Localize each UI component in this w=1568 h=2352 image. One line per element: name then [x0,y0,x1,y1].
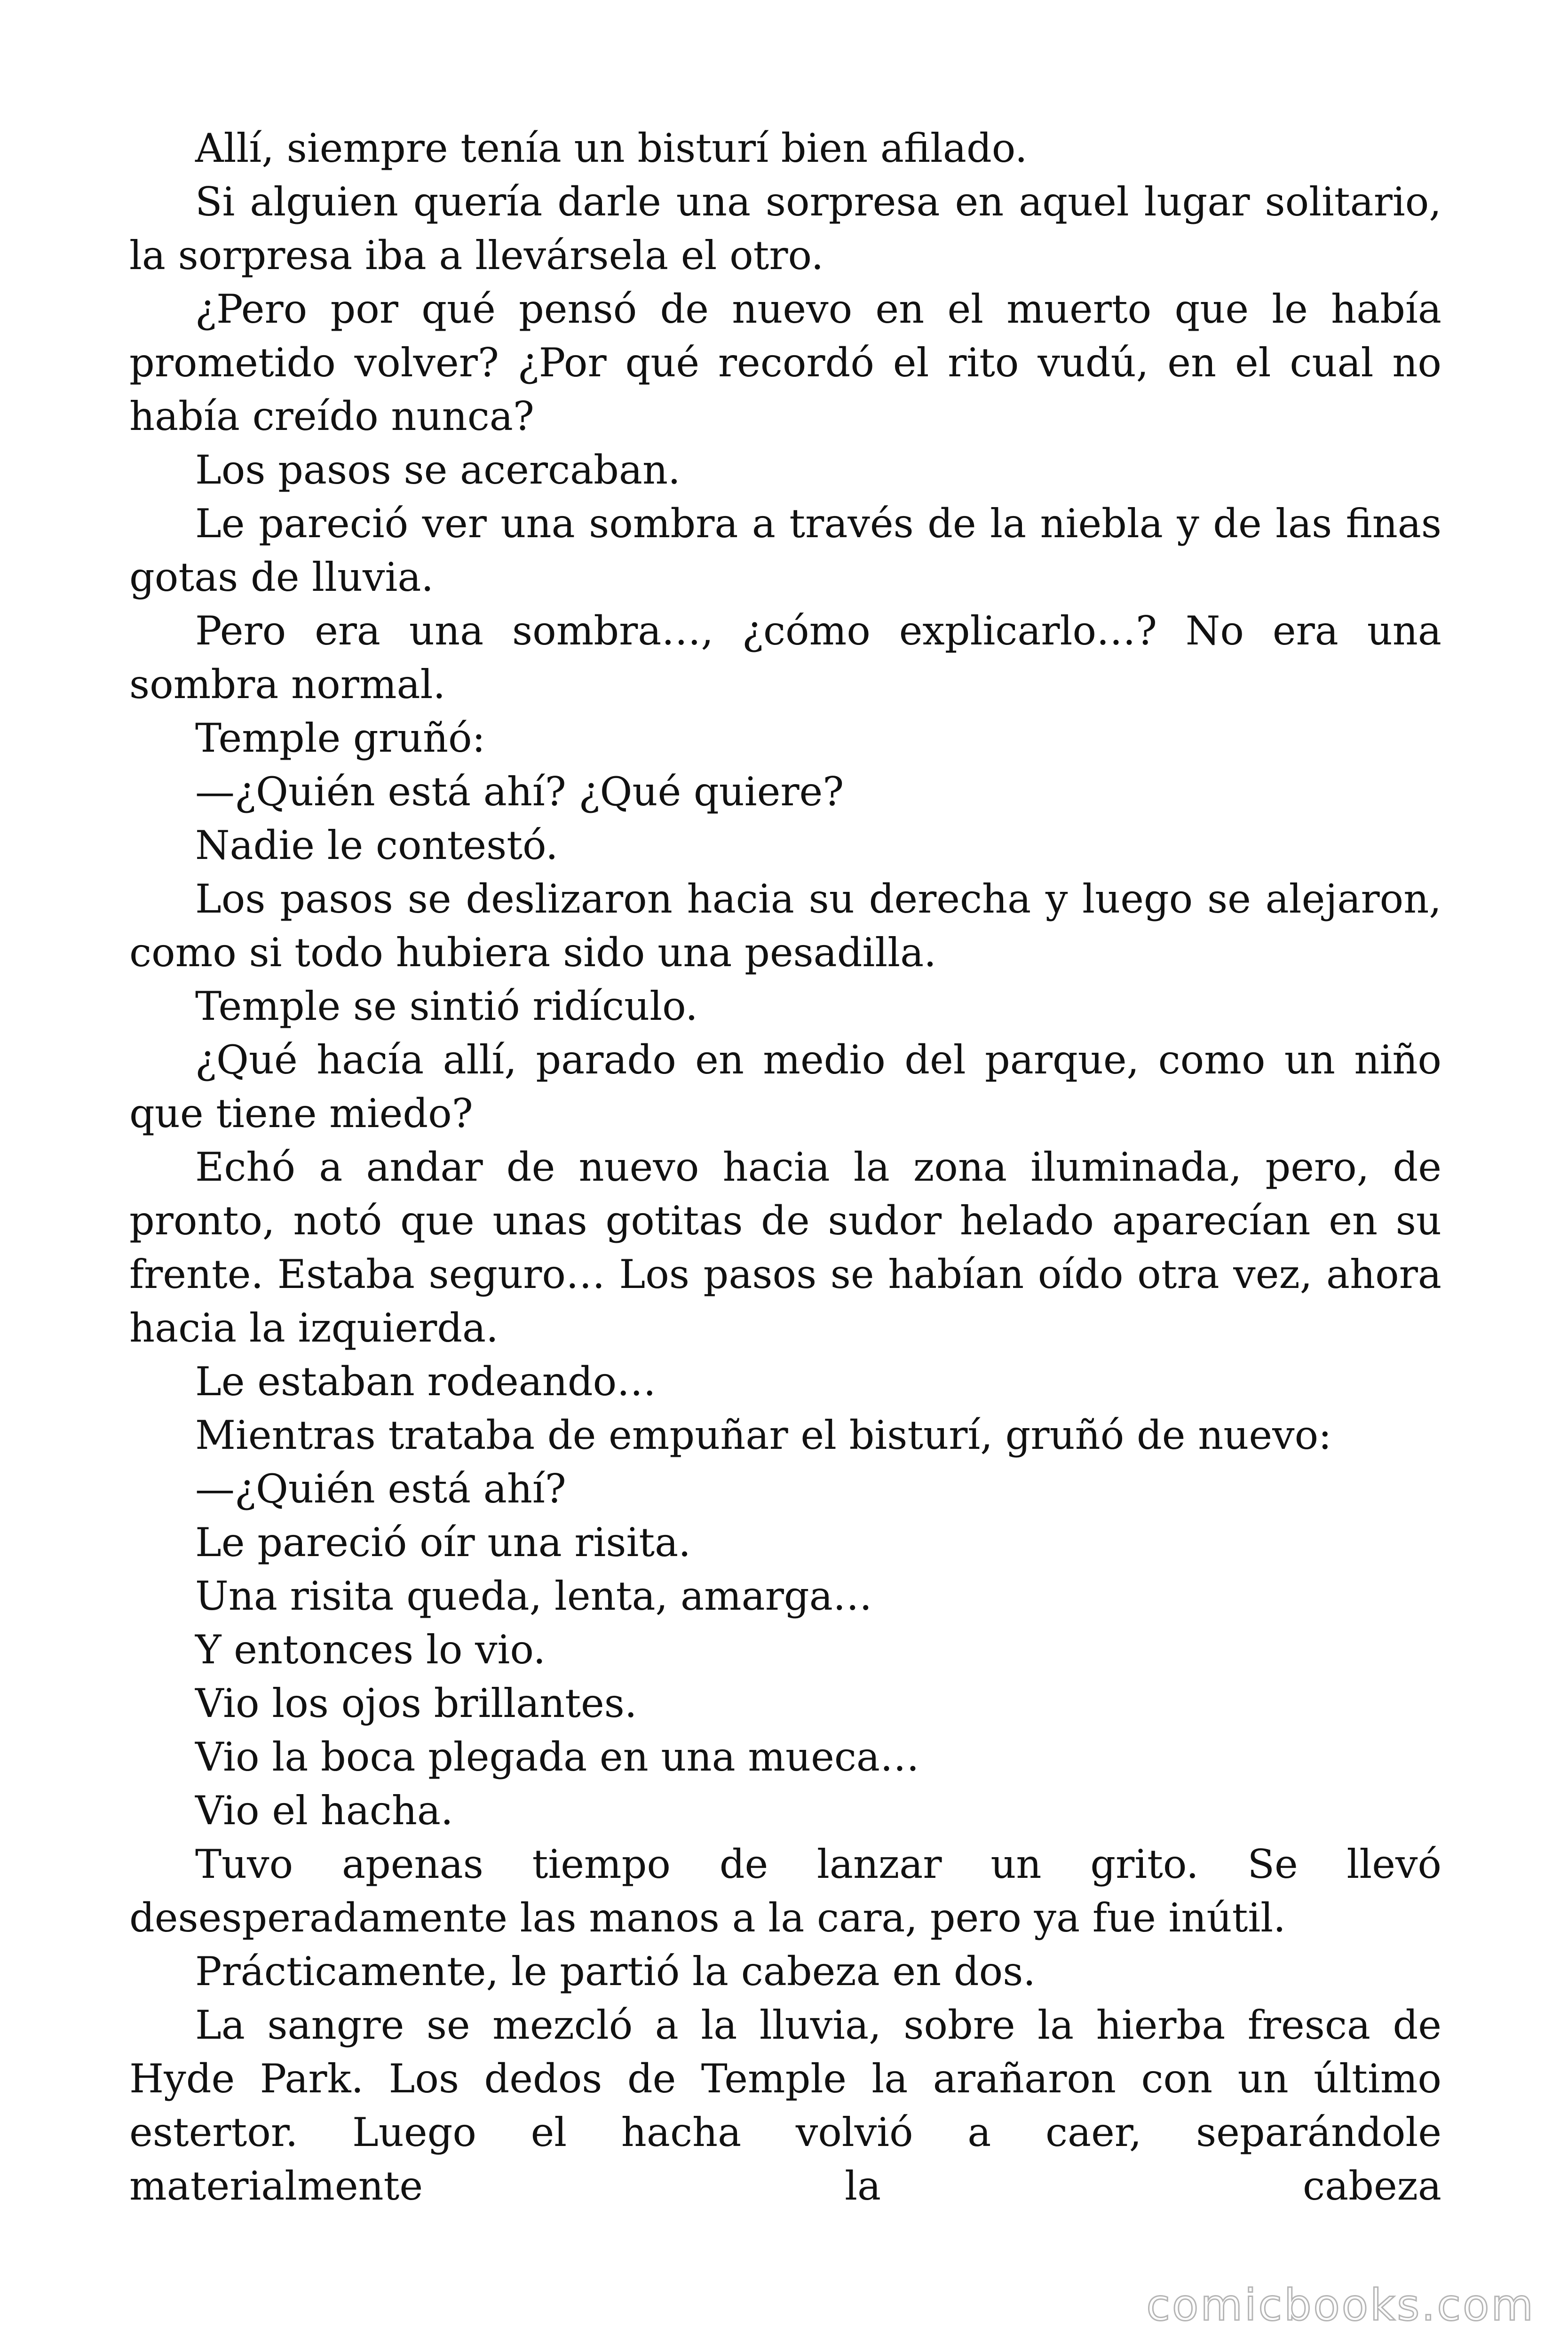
paragraph: Prácticamente, le partió la cabeza en dos. [195,1948,1036,1994]
paragraph: Nadie le contestó. [195,822,558,868]
paragraph: Los pasos se acercaban. [195,447,681,493]
paragraph: Los pasos se deslizaron hacia su derecha y luego se alejaron, como si todo hubiera sido una pesadilla. [129,876,1441,976]
paragraph: ¿Pero por qué pensó de nuevo en el muerto que le había prometido volver? ¿Por qué recordó el rito vudú, en el cual no había creído nunca? [129,286,1441,439]
paragraph: Una risita queda, lenta, amarga… [195,1573,872,1619]
paragraph: —¿Quién está ahí? [195,1466,566,1512]
paragraph: Le pareció oír una risita. [195,1519,691,1565]
page-body [129,121,1441,2213]
paragraph: Vio el hacha. [195,1788,453,1834]
paragraph: Temple gruñó: [195,715,485,761]
paragraph: Vio la boca plegada en una mueca… [195,1734,919,1780]
paragraph: Y entonces lo vio. [195,1627,546,1673]
paragraph: Tuvo apenas tiempo de lanzar un grito. Se llevó desesperadamente las manos a la cara, pero ya fue inútil. [129,1841,1441,1941]
paragraph: Allí, siempre tenía un bisturí bien afilado. [195,125,1028,171]
paragraph-continued: La sangre se mezcló a la lluvia, sobre la hierba fresca de Hyde Park. Los dedos de Temple la arañaron con un último estertor. Luego el hacha volvió a caer, separándole materialmente la cabeza [129,2002,1441,2209]
paragraph: Mientras trataba de empuñar el bisturí, gruñó de nuevo: [195,1412,1332,1458]
paragraph: Le pareció ver una sombra a través de la niebla y de las finas gotas de lluvia. [129,501,1441,600]
paragraph: Vio los ojos brillantes. [195,1680,637,1726]
paragraph: ¿Qué hacía allí, parado en medio del parque, como un niño que tiene miedo? [129,1037,1441,1136]
paragraph: Si alguien quería darle una sorpresa en aquel lugar solitario, la sorpresa iba a llevársela el otro. [129,179,1441,278]
paragraph: Temple se sintió ridículo. [195,983,698,1029]
paragraph: Pero era una sombra…, ¿cómo explicarlo…? No era una sombra normal. [129,608,1441,707]
watermark: comicbooks.com [1146,2280,1535,2330]
paragraph: —¿Quién está ahí? ¿Qué quiere? [195,769,844,815]
paragraph: Echó a andar de nuevo hacia la zona iluminada, pero, de pronto, notó que unas gotitas de sudor helado aparecían en su frente. Estaba seguro… Los pasos se habían oído otra vez, ahora hacia la izquierda. [129,1144,1441,1351]
paragraph: Le estaban rodeando… [195,1359,657,1405]
